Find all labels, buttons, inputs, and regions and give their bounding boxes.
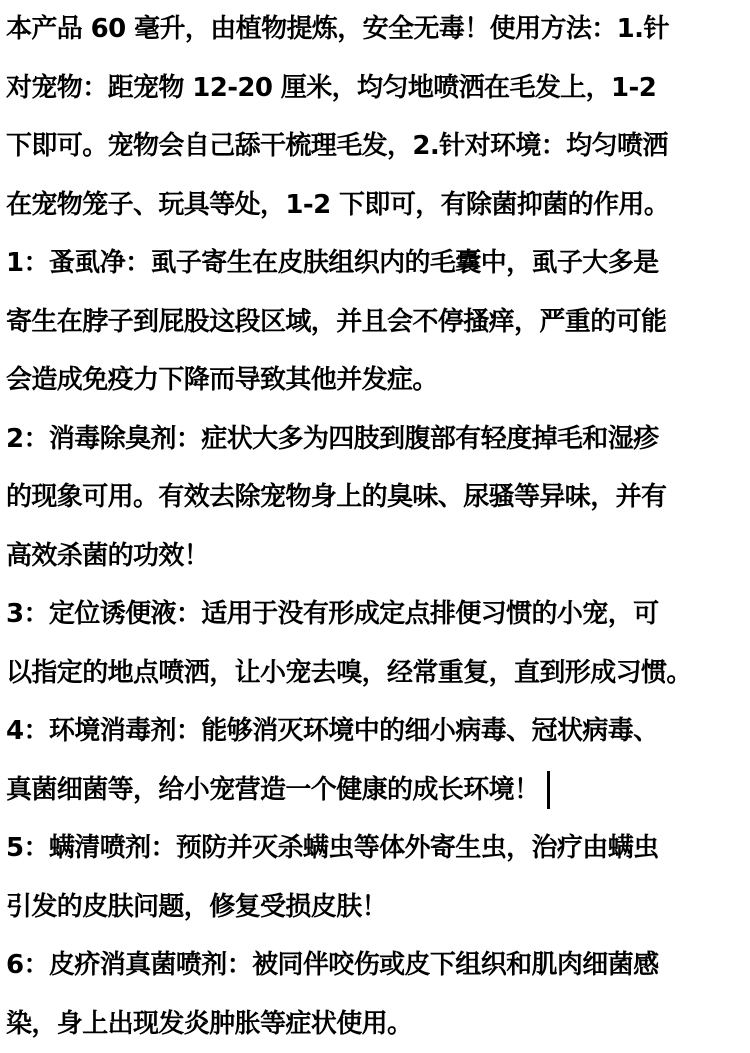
text-line: 寄生在脖子到屁股这段区域，并且会不停搔痒，严重的可能 xyxy=(6,293,748,352)
text-line: 5：螨清喷剂：预防并灭杀螨虫等体外寄生虫，治疗由螨虫 xyxy=(6,819,748,878)
text-line: 1：蚤虱净：虱子寄生在皮肤组织内的毛囊中，虱子大多是 xyxy=(6,234,748,293)
text-line-with-caret xyxy=(6,761,748,820)
text-line: 下即可。宠物会自己舔干梳理毛发，2.针对环境：均匀喷洒 xyxy=(6,117,748,176)
text-line: 2：消毒除臭剂：症状大多为四肢到腹部有轻度掉毛和湿疹 xyxy=(6,410,748,469)
text-line: 3：定位诱便液：适用于没有形成定点排便习惯的小宠，可 xyxy=(6,585,748,644)
text-line: 染，身上出现发炎肿胀等症状使用。 xyxy=(6,995,748,1053)
text-line: 高效杀菌的功效！ xyxy=(6,527,748,586)
text-line: 6：皮疥消真菌喷剂：被同伴咬伤或皮下组织和肌肉细菌感 xyxy=(6,936,748,995)
text-line: 真菌细菌等，给小宠营造一个健康的成长环境！ xyxy=(6,775,539,805)
text-line: 的现象可用。有效去除宠物身上的臭味、尿骚等异味，并有 xyxy=(6,468,748,527)
text-line: 引发的皮肤问题，修复受损皮肤！ xyxy=(6,878,748,937)
text-line: 在宠物笼子、玩具等处，1-2 下即可，有除菌抑菌的作用。 xyxy=(6,176,748,235)
text-line: 4：环境消毒剂：能够消灭环境中的细小病毒、冠状病毒、 xyxy=(6,702,748,761)
text-cursor xyxy=(547,771,550,809)
text-line: 以指定的地点喷洒，让小宠去嗅，经常重复，直到形成习惯。 xyxy=(6,644,748,703)
product-description xyxy=(6,0,748,1053)
text-line: 对宠物：距宠物 12-20 厘米，均匀地喷洒在毛发上，1-2 xyxy=(6,59,748,118)
text-line: 本产品 60 毫升，由植物提炼，安全无毒！使用方法：1.针 xyxy=(6,0,748,59)
text-line: 会造成免疫力下降而导致其他并发症。 xyxy=(6,351,748,410)
